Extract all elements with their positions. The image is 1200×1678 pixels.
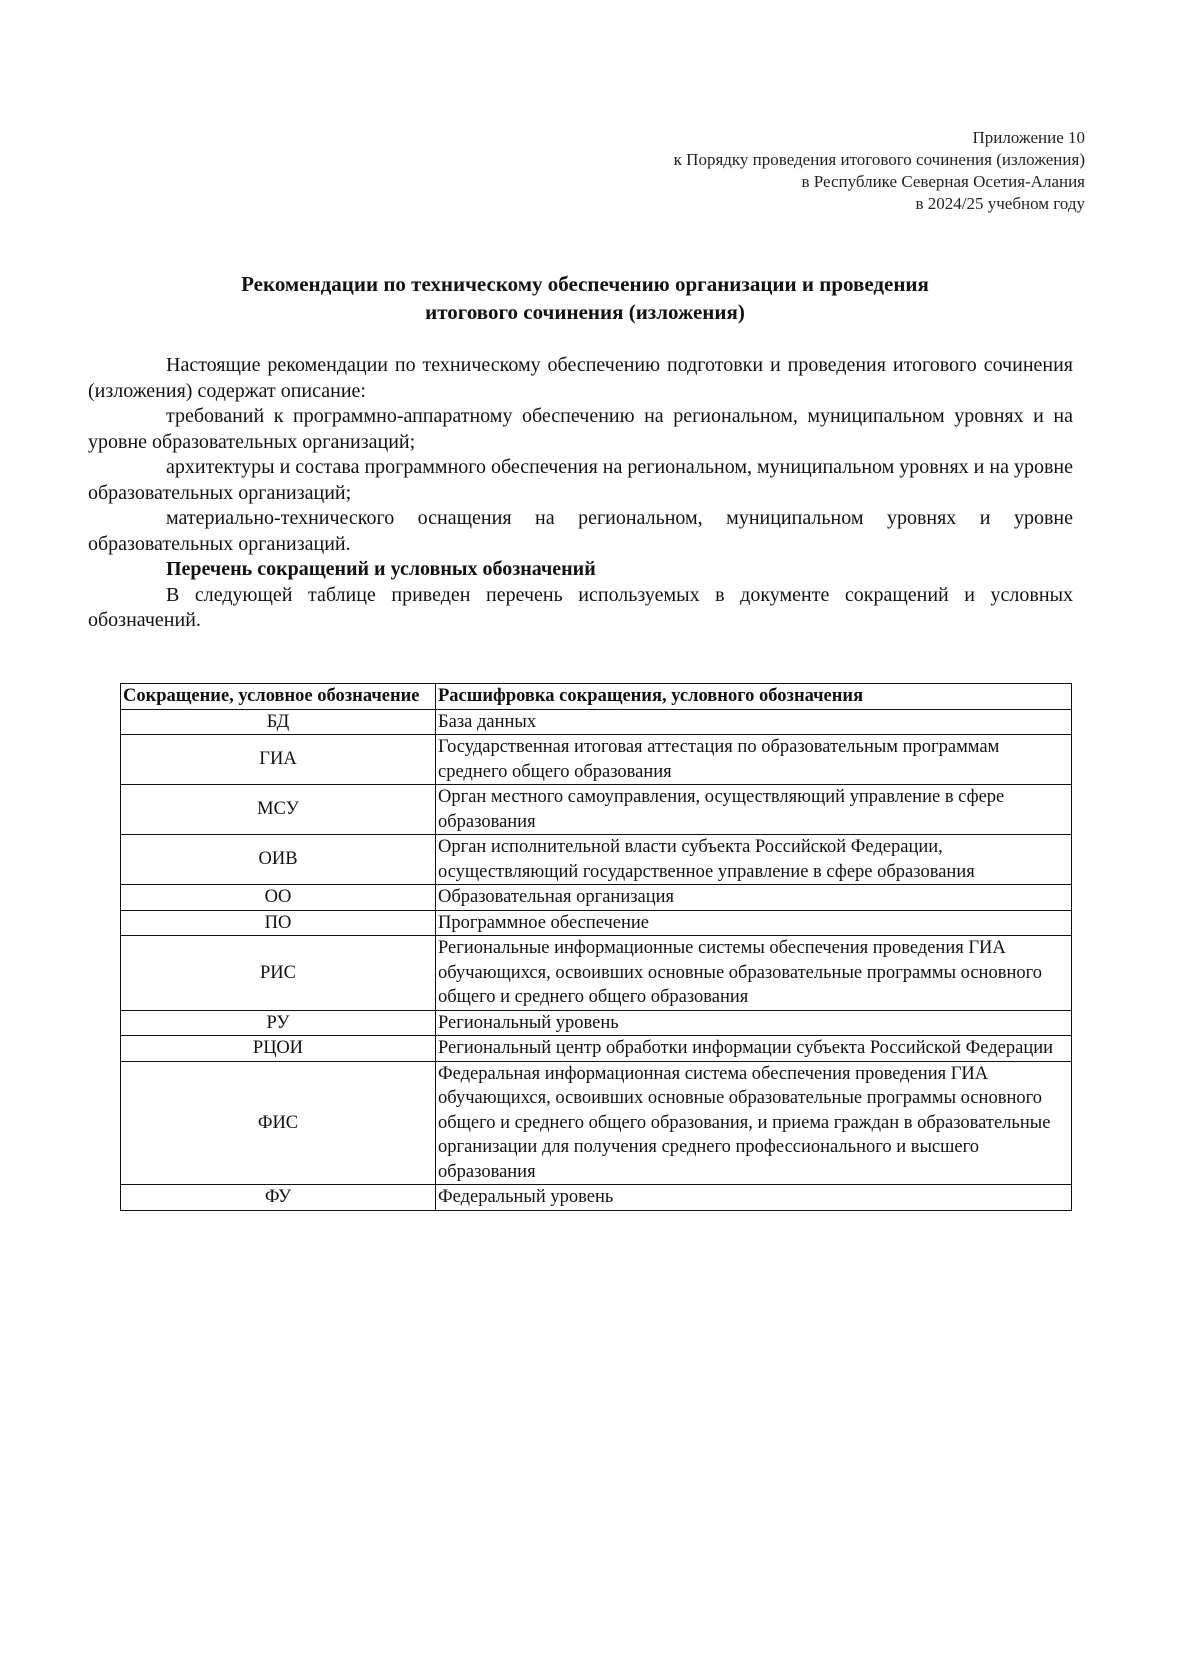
title-line-2: итогового сочинения (изложения) (425, 300, 745, 324)
description-cell: Региональные информационные системы обеспечения проведения ГИА обучающихся, освоивших основные образовательные программы основного общего и среднего общего образования (436, 936, 1072, 1011)
description-cell: База данных (436, 709, 1072, 735)
description-cell: Образовательная организация (436, 885, 1072, 911)
table-row (121, 735, 1072, 785)
description-cell: Региональный уровень (436, 1010, 1072, 1036)
abbreviation-cell: МСУ (121, 785, 436, 835)
table-row (121, 709, 1072, 735)
list-item-architecture: архитектуры и состава программного обеспечения на региональном, муниципальном уровнях и на уровне образовательных организаций; (88, 456, 1073, 504)
list-item-requirements: требований к программно-аппаратному обеспечению на региональном, муниципальном уровнях и на уровне образовательных организаций; (88, 405, 1073, 453)
table-row (121, 835, 1072, 885)
description-cell: Орган местного самоуправления, осуществляющий управление в сфере образования (436, 785, 1072, 835)
table-row (121, 1036, 1072, 1062)
header-description: Расшифровка сокращения, условного обозначения (436, 684, 1072, 710)
list-item-equipment: материально-технического оснащения на региональном, муниципальном уровнях и уровне образовательных организаций. (88, 507, 1073, 555)
abbreviation-cell: РЦОИ (121, 1036, 436, 1062)
abbreviations-heading: Перечень сокращений и условных обозначений (166, 558, 596, 580)
appendix-year: в 2024/25 учебном году (915, 194, 1085, 213)
description-cell: Федеральный уровень (436, 1185, 1072, 1211)
abbreviation-cell: ФУ (121, 1185, 436, 1211)
table-row (121, 1185, 1072, 1211)
table-row (121, 936, 1072, 1011)
table-row (121, 1061, 1072, 1185)
table-intro-paragraph: В следующей таблице приведен перечень используемых в документе сокращений и условных обозначений. (88, 583, 1073, 631)
header-abbreviation: Сокращение, условное обозначение (121, 684, 436, 710)
abbreviation-cell: РИС (121, 936, 436, 1011)
abbreviation-cell: ГИА (121, 735, 436, 785)
abbreviation-cell: ПО (121, 910, 436, 936)
table-row (121, 910, 1072, 936)
table-header-row (121, 684, 1072, 710)
appendix-reference: к Порядку проведения итогового сочинения (изложения) (673, 150, 1085, 169)
appendix-region: в Республике Северная Осетия-Алания (801, 172, 1085, 191)
abbreviation-cell: БД (121, 709, 436, 735)
description-cell: Орган исполнительной власти субъекта Российской Федерации, осуществляющий государственное управление в сфере образования (436, 835, 1072, 885)
title-line-1: Рекомендации по техническому обеспечению организации и проведения (241, 272, 929, 296)
appendix-header (674, 127, 1085, 215)
document-body (88, 353, 1073, 634)
abbreviation-cell: ФИС (121, 1061, 436, 1185)
document-title (90, 270, 1080, 326)
abbreviation-cell: ОО (121, 885, 436, 911)
description-cell: Региональный центр обработки информации субъекта Российской Федерации (436, 1036, 1072, 1062)
description-cell: Федеральная информационная система обеспечения проведения ГИА обучающихся, освоивших основные образовательные программы основного общего и среднего общего образования, и приема граждан в образовательные организации для получения среднего профессионального и высшего образования (436, 1061, 1072, 1185)
table-row (121, 885, 1072, 911)
table-row (121, 785, 1072, 835)
description-cell: Государственная итоговая аттестация по образовательным программам среднего общего образования (436, 735, 1072, 785)
description-cell: Программное обеспечение (436, 910, 1072, 936)
abbreviation-cell: ОИВ (121, 835, 436, 885)
table-row (121, 1010, 1072, 1036)
intro-paragraph: Настоящие рекомендации по техническому обеспечению подготовки и проведения итогового сочинения (изложения) содержат описание: (88, 354, 1073, 402)
abbreviation-cell: РУ (121, 1010, 436, 1036)
abbreviations-table (120, 683, 1072, 1211)
appendix-number: Приложение 10 (972, 128, 1085, 147)
